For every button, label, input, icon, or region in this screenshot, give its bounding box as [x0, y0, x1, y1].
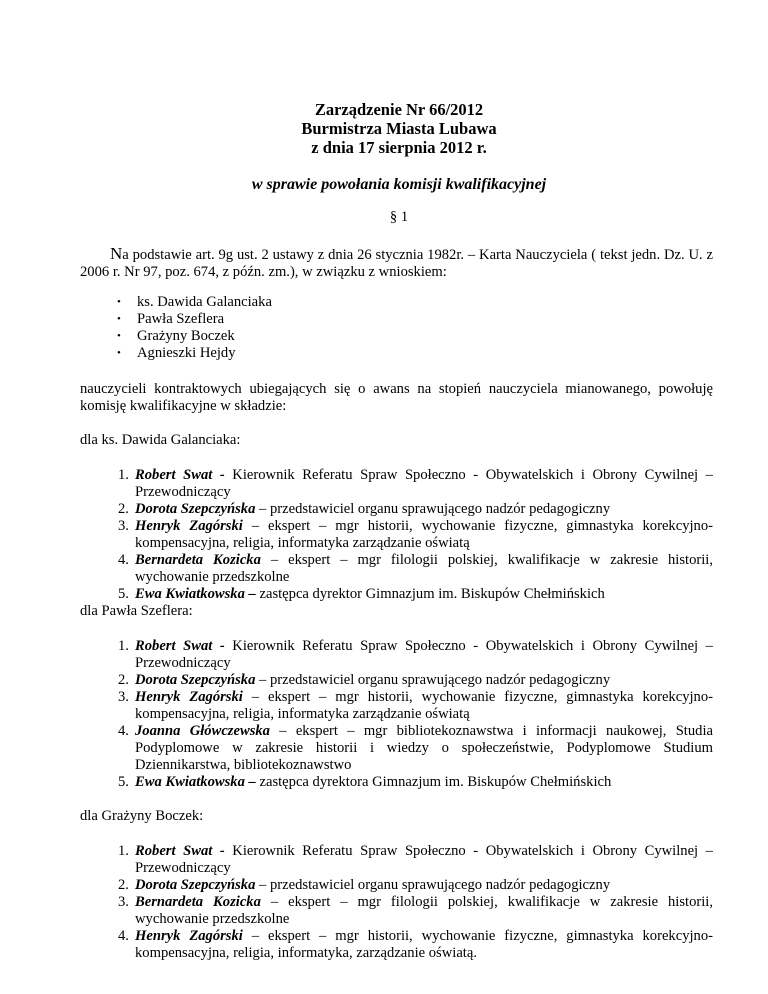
committee-list	[80, 467, 713, 603]
after-list-text: nauczycieli kontraktowych ubiegających się o awans na stopień nauczyciela mianowanego, powołuję komisję kwalifikacyjne w składzie:	[80, 381, 713, 414]
member-name: Bernardeta Kozicka	[135, 552, 261, 568]
member-role: – ekspert – mgr historii, wychowanie fizyczne, gimnastyka korekcyjno-kompensacyjna, religia, informatyka zarządzanie oświatą	[135, 689, 713, 722]
list-item	[80, 586, 713, 603]
list-item	[80, 928, 713, 962]
bullet-icon: •	[117, 313, 121, 325]
list-item	[80, 689, 713, 723]
applicant-list	[117, 294, 272, 362]
member-name: Dorota Szepczyńska	[135, 672, 256, 688]
committee-heading: dla Grażyny Boczek:	[80, 808, 204, 824]
bullet-icon: •	[117, 347, 121, 359]
member-role: – ekspert – mgr historii, wychowanie fizyczne, gimnastyka korekcyjno-kompensacyjna, religia, informatyka, zarządzanie oświatą.	[135, 928, 713, 961]
committee-list	[80, 638, 713, 791]
list-item	[117, 294, 272, 311]
item-number: 3.	[118, 894, 129, 910]
member-role: zastępca dyrektora Gimnazjum im. Biskupów Chełmińskich	[255, 774, 612, 790]
item-number: 3.	[118, 689, 129, 705]
applicant-name: Agnieszki Hejdy	[137, 345, 236, 361]
intro-text: a podstawie art. 9g ust. 2 ustawy z dnia 26 stycznia 1982r. – Karta Nauczyciela ( tekst jedn. Dz. U. z 2006 r. Nr 97, poz. 674, z późn. zm.), w związku z wnioskiem:	[80, 247, 713, 280]
member-name: Ewa Kwiatkowska –	[135, 774, 256, 790]
list-item	[80, 467, 713, 501]
member-name: Dorota Szepczyńska	[135, 501, 256, 517]
committee-heading: dla ks. Dawida Galanciaka:	[80, 432, 241, 448]
member-role: – przedstawiciel organu sprawującego nadzór pedagogiczny	[255, 501, 611, 517]
applicant-name: ks. Dawida Galanciaka	[137, 294, 272, 310]
member-name: Joanna Główczewska	[135, 723, 270, 739]
item-number: 5.	[118, 586, 129, 602]
list-item	[80, 894, 713, 928]
member-name: Henryk Zagórski	[135, 518, 243, 534]
intro-paragraph	[80, 245, 713, 281]
member-role: – przedstawiciel organu sprawującego nadzór pedagogiczny	[255, 877, 611, 893]
applicant-name: Pawła Szeflera	[137, 311, 225, 327]
item-number: 3.	[118, 518, 129, 534]
bullet-icon: •	[117, 330, 121, 342]
document-subject: w sprawie powołania komisji kwalifikacyjnej	[251, 176, 547, 193]
member-role: Kierownik Referatu Spraw Społeczno - Obywatelskich i Obrony Cywilnej – Przewodniczący	[135, 843, 713, 876]
member-name: Dorota Szepczyńska	[135, 877, 256, 893]
member-role: – ekspert – mgr historii, wychowanie fizyczne, gimnastyka korekcyjno-kompensacyjna, religia, informatyka zarządzanie oświatą	[135, 518, 713, 551]
title-line: Burmistrza Miasta Lubawa	[301, 119, 497, 138]
member-name: Robert Swat -	[135, 467, 225, 483]
bullet-icon: •	[117, 296, 121, 308]
title-line: Zarządzenie Nr 66/2012	[314, 100, 484, 119]
list-item	[80, 518, 713, 552]
document-title	[0, 100, 768, 157]
list-item	[117, 345, 272, 362]
member-role: – przedstawiciel organu sprawującego nadzór pedagogiczny	[255, 672, 611, 688]
member-role: Kierownik Referatu Spraw Społeczno - Obywatelskich i Obrony Cywilnej – Przewodniczący	[135, 467, 713, 500]
title-line: z dnia 17 sierpnia 2012 r.	[311, 138, 487, 157]
member-name: Robert Swat -	[135, 843, 225, 859]
list-item	[80, 672, 713, 689]
list-item	[80, 877, 713, 894]
member-name: Henryk Zagórski	[135, 928, 243, 944]
member-role: – ekspert – mgr filologii polskiej, kwalifikacje w zakresie historii, wychowanie przedszkolne	[135, 552, 714, 585]
list-item	[117, 311, 272, 328]
item-number: 4.	[118, 928, 129, 944]
item-number: 4.	[118, 723, 129, 739]
item-number: 4.	[118, 552, 129, 568]
member-role: – ekspert – mgr bibliotekoznawstwa i informacji naukowej, Studia Podyplomowe w zakresie historii i wiedzy o społeczeństwie, Podyplomowe Studium Dziennikarstwa, bibliotekoznawstwo	[135, 723, 713, 773]
item-number: 1.	[118, 638, 129, 654]
paragraph-mark: § 1	[389, 209, 409, 225]
member-name: Henryk Zagórski	[135, 689, 243, 705]
member-role: – ekspert – mgr filologii polskiej, kwalifikacje w zakresie historii, wychowanie przedszkolne	[135, 894, 714, 927]
list-item	[80, 501, 713, 518]
committee-heading: dla Pawła Szeflera:	[80, 603, 193, 619]
member-name: Bernardeta Kozicka	[135, 894, 261, 910]
member-name: Robert Swat -	[135, 638, 225, 654]
list-item	[80, 638, 713, 672]
committee-list	[80, 843, 713, 962]
item-number: 2.	[118, 501, 129, 517]
list-item	[80, 723, 713, 774]
member-role: zastępca dyrektor Gimnazjum im. Biskupów Chełmińskich	[255, 586, 605, 602]
applicant-name: Grażyny Boczek	[137, 328, 235, 344]
item-number: 2.	[118, 672, 129, 688]
member-name: Ewa Kwiatkowska –	[135, 586, 256, 602]
list-item	[80, 843, 713, 877]
item-number: 1.	[118, 843, 129, 859]
list-item	[80, 552, 713, 586]
item-number: 1.	[118, 467, 129, 483]
intro-initial: N	[110, 244, 123, 263]
list-item	[80, 774, 713, 791]
list-item	[117, 328, 272, 345]
item-number: 5.	[118, 774, 129, 790]
member-role: Kierownik Referatu Spraw Społeczno - Obywatelskich i Obrony Cywilnej – Przewodniczący	[135, 638, 713, 671]
item-number: 2.	[118, 877, 129, 893]
